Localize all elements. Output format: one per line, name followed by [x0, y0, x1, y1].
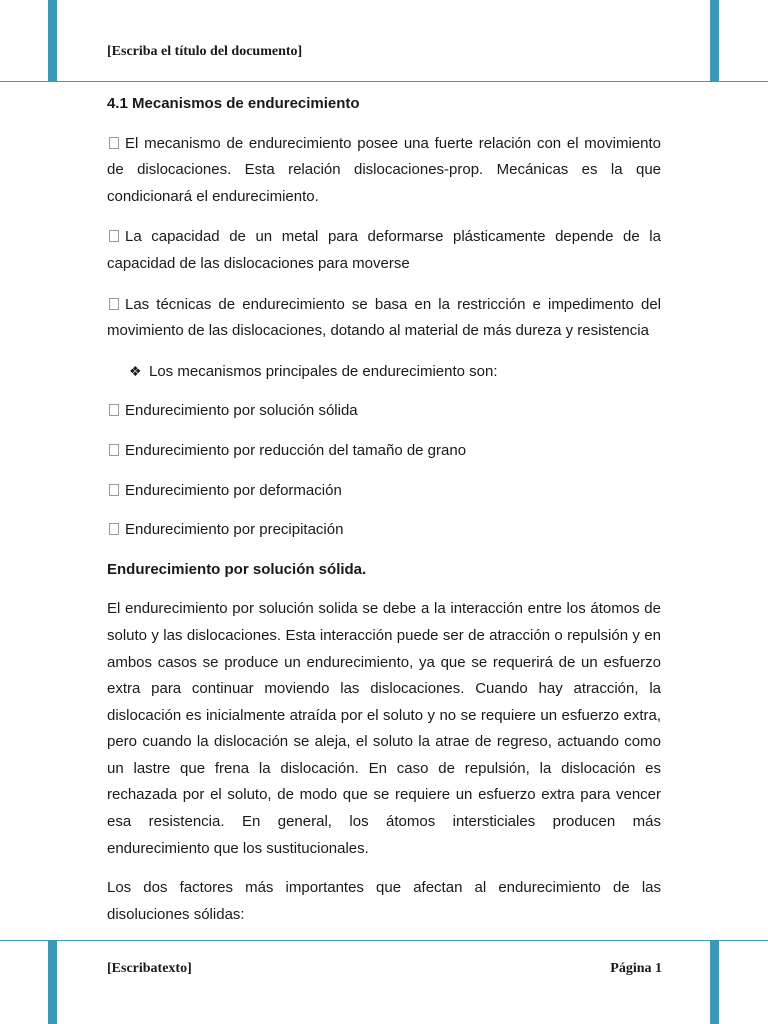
page-number: Página 1 [610, 961, 662, 976]
header-title[interactable]: [Escriba el título del documento] [107, 44, 303, 59]
checkbox-bullet-icon [109, 444, 119, 456]
header-divider [0, 81, 768, 82]
list-intro-text: Los mecanismos principales de endurecimiento son: [149, 362, 498, 380]
subsection-heading: Endurecimiento por solución sólida. [107, 560, 367, 578]
header-left-bar [48, 0, 57, 82]
body-paragraph-2: Los dos factores más importantes que afectan al endurecimiento de las disoluciones sólidas: [107, 879, 661, 923]
bullet-paragraph-text: El mecanismo de endurecimiento posee una fuerte relación con el movimiento de dislocaciones. Esta relación dislocaciones-prop. Mecánicas es la que condicionará el endurecimiento. [107, 134, 661, 205]
list-item-text: Endurecimiento por reducción del tamaño de grano [125, 441, 467, 459]
footer-divider [0, 940, 768, 941]
list-intro [107, 358, 661, 386]
list-item [107, 478, 661, 505]
footer-right-bar [710, 941, 719, 1024]
footer-left-bar [48, 941, 57, 1024]
list-item-text: Endurecimiento por solución sólida [125, 402, 358, 420]
checkbox-bullet-icon [109, 484, 119, 496]
list-item-text: Endurecimiento por precipitación [125, 521, 344, 539]
checkbox-bullet-icon [109, 137, 119, 149]
checkbox-bullet-icon [109, 404, 119, 416]
bullet-paragraph-1 [107, 131, 661, 211]
section-heading: 4.1 Mecanismos de endurecimiento [107, 95, 360, 112]
bullet-paragraph-text: La capacidad de un metal para deformarse plásticamente depende de la capacidad de las dislocaciones para moverse [107, 228, 661, 272]
bullet-paragraph-text: Las técnicas de endurecimiento se basa en la restricción e impedimento del movimiento de las dislocaciones, dotando al material de más dureza y resistencia [107, 295, 661, 340]
list-item [107, 398, 661, 425]
checkbox-bullet-icon [109, 298, 119, 310]
body-paragraph-1: El endurecimiento por solución solida se debe a la interacción entre los átomos de soluto y las dislocaciones. Esta interacción puede ser de atracción o repulsión y en ambos casos se produce un endurecimiento, ya que se requerirá de un esfuerzo extra para continuar moviendo las dislocaciones. Cuando hay atracción, la dislocación es inicialmente atraída por el soluto y no se requiere un esfuerzo extra, pero cuando la dislocación se aleja, el soluto la atrae de regreso, actuando como un lastre que frena la dislocación. En caso de repulsión, la dislocación es rechazada por el soluto, de modo que se requiere un esfuerzo extra para vencer esa resistencia. En general, los átomos intersticiales producen más endurecimiento que los sustitucionales. [107, 600, 661, 857]
bullet-paragraph-3 [107, 292, 661, 345]
list-item [107, 517, 661, 544]
header-right-bar [710, 0, 719, 82]
list-item-text: Endurecimiento por deformación [125, 481, 342, 499]
page-body [107, 91, 661, 928]
bullet-paragraph-2 [107, 224, 661, 277]
diamond-bullet-icon: ❖ [129, 362, 142, 379]
footer-text[interactable]: [Escribatexto] [107, 961, 192, 976]
checkbox-bullet-icon [109, 230, 119, 242]
checkbox-bullet-icon [109, 523, 119, 535]
list-item [107, 438, 661, 465]
